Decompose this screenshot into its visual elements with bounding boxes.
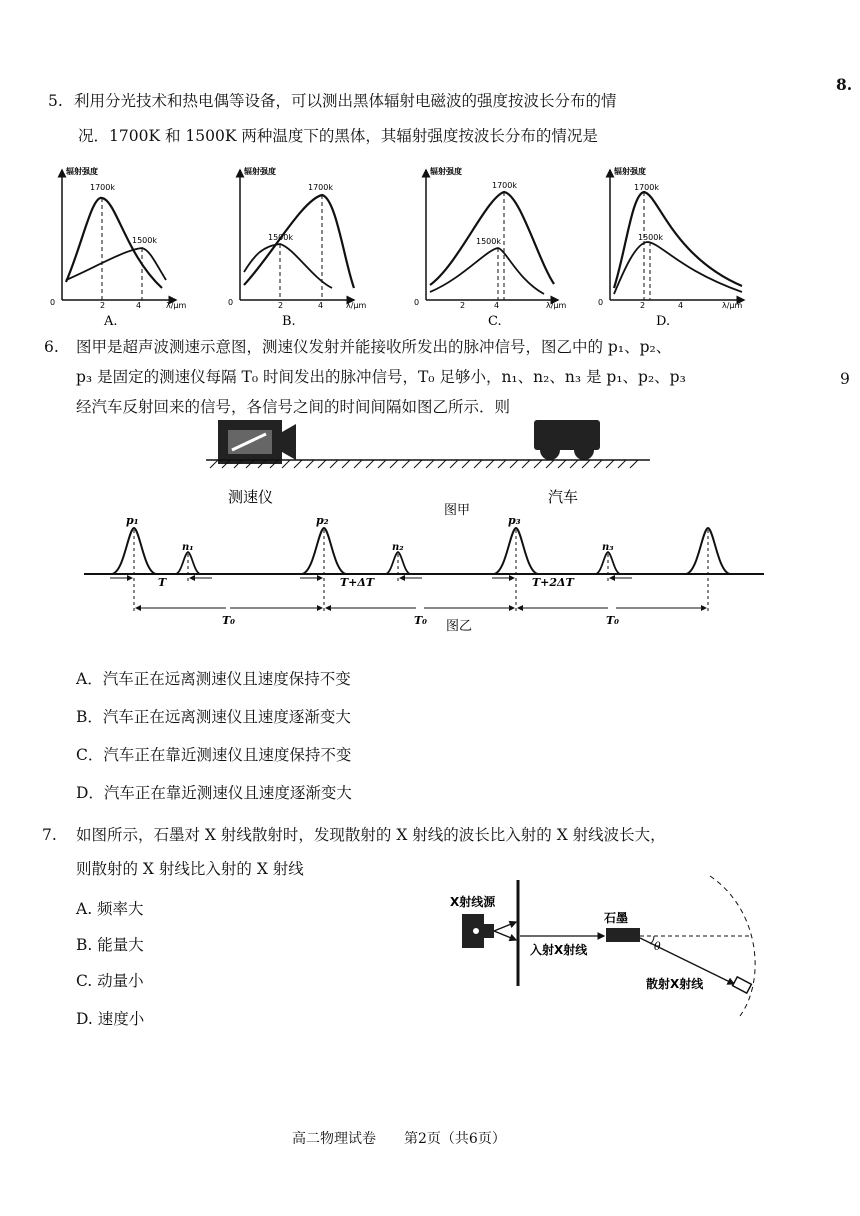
q7-option-a: A. 频率大 <box>76 900 144 918</box>
svg-text:n₁: n₁ <box>182 542 194 553</box>
svg-text:T₀: T₀ <box>414 614 428 627</box>
svg-text:T: T <box>158 576 167 589</box>
svg-text:2: 2 <box>460 301 466 310</box>
svg-text:0: 0 <box>228 298 234 307</box>
q6-option-c: C．汽车正在靠近测速仪且速度保持不变 <box>76 746 352 764</box>
svg-text:1700k: 1700k <box>492 181 517 190</box>
q6-text-line1: 图甲是超声波测速示意图，测速仪发射并能接收所发出的脉冲信号，图乙中的 p₁、p₂、 <box>76 338 672 356</box>
car-label: 汽车 <box>548 488 579 506</box>
fig-yi-caption: 图乙 <box>446 619 473 634</box>
graphite-block <box>606 928 640 942</box>
svg-text:1500k: 1500k <box>476 237 501 246</box>
svg-text:n₃: n₃ <box>602 542 614 553</box>
svg-text:辐射强度: 辐射强度 <box>430 167 462 176</box>
svg-text:n₂: n₂ <box>392 542 404 553</box>
figure-jia <box>200 410 660 520</box>
q6-option-b: B．汽车正在远离测速仪且速度逐渐变大 <box>76 708 351 726</box>
svg-text:0: 0 <box>50 298 56 307</box>
svg-text:2: 2 <box>100 301 106 310</box>
svg-text:4: 4 <box>318 301 324 310</box>
svg-text:T+ΔT: T+ΔT <box>340 576 375 589</box>
q7-text-line2: 则散射的 X 射线比入射的 X 射线 <box>76 860 304 878</box>
svg-text:1500k: 1500k <box>638 233 663 242</box>
graph-d <box>598 166 744 328</box>
graph-c <box>414 166 567 328</box>
q5-graphs <box>44 160 784 328</box>
graph-a-ylabel: 辐射强度 <box>66 167 98 176</box>
graph-c-letter: C. <box>488 314 502 328</box>
svg-text:1700k: 1700k <box>308 183 333 192</box>
svg-text:4: 4 <box>494 301 500 310</box>
q6-text-line3: 经汽车反射回来的信号，各信号之间的时间间隔如图乙所示．则 <box>76 398 511 416</box>
svg-text:辐射强度: 辐射强度 <box>614 167 646 176</box>
fig-jia-caption: 图甲 <box>444 503 471 518</box>
graph-a-letter: A. <box>104 314 118 328</box>
svg-text:0: 0 <box>414 298 420 307</box>
svg-text:λ/μm: λ/μm <box>346 301 367 310</box>
source-label: X射线源 <box>450 895 496 909</box>
speed-meter-icon <box>218 420 296 464</box>
graph-a <box>50 166 187 328</box>
svg-text:T+2ΔT: T+2ΔT <box>532 576 574 589</box>
q7-option-c: C. 动量小 <box>76 972 144 990</box>
q7-option-d: D. 速度小 <box>76 1010 145 1028</box>
q7-figure <box>440 870 770 1020</box>
svg-text:1700k: 1700k <box>634 183 659 192</box>
svg-text:T₀: T₀ <box>606 614 620 627</box>
svg-text:p₂: p₂ <box>316 514 329 527</box>
svg-text:4: 4 <box>136 301 142 310</box>
q7-number: 7. <box>42 826 57 844</box>
graph-b-letter: B. <box>282 314 296 328</box>
graph-a-cool: 1500k <box>132 236 157 245</box>
svg-text:1500k: 1500k <box>268 233 293 242</box>
svg-text:θ: θ <box>654 940 661 953</box>
svg-text:λ/μm: λ/μm <box>546 301 567 310</box>
svg-text:p₃: p₃ <box>508 514 521 527</box>
svg-text:4: 4 <box>678 301 684 310</box>
scattered-label: 散射X射线 <box>646 977 704 991</box>
page-footer: 高二物理试卷 第2页（共6页） <box>292 1131 506 1147</box>
q5-number: 5. <box>48 92 63 110</box>
graphite-label: 石墨 <box>604 911 629 925</box>
q5-text-line2: 况．1700K 和 1500K 两种温度下的黑体，其辐射强度按波长分布的情况是 <box>78 127 598 145</box>
svg-text:2: 2 <box>278 301 284 310</box>
svg-text:p₁: p₁ <box>126 514 139 527</box>
margin-mark-mid: 9 <box>840 370 850 388</box>
q7-text-line1: 如图所示，石墨对 X 射线散射时，发现散射的 X 射线的波长比入射的 X 射线波长大， <box>76 826 666 844</box>
graph-b <box>228 166 367 328</box>
q6-number: 6. <box>44 338 59 356</box>
svg-text:2: 2 <box>640 301 646 310</box>
graph-d-letter: D. <box>656 314 671 328</box>
graph-a-hot: 1700k <box>90 183 115 192</box>
device-label: 测速仪 <box>228 488 274 506</box>
svg-text:T₀: T₀ <box>222 614 236 627</box>
q7-option-b: B. 能量大 <box>76 936 144 954</box>
xray-source-icon <box>462 914 494 948</box>
q6-option-d: D．汽车正在靠近测速仪且速度逐渐变大 <box>76 784 352 802</box>
svg-text:λ/μm: λ/μm <box>166 301 187 310</box>
svg-text:λ/μm: λ/μm <box>722 301 743 310</box>
q5-text-line1: 利用分光技术和热电偶等设备，可以测出黑体辐射电磁波的强度按波长分布的情 <box>74 92 617 110</box>
q6-option-a: A．汽车正在远离测速仪且速度保持不变 <box>76 670 351 688</box>
svg-text:辐射强度: 辐射强度 <box>244 167 276 176</box>
detector-icon <box>733 977 752 993</box>
incident-label: 入射X射线 <box>530 943 588 957</box>
margin-mark-top: 8. <box>836 75 853 94</box>
svg-text:0: 0 <box>598 298 604 307</box>
figure-yi <box>80 510 770 642</box>
q6-text-line2: p₃ 是固定的测速仪每隔 T₀ 时间发出的脉冲信号，T₀ 足够小，n₁、n₂、n₃ 是 p₁、p₂、p₃ <box>76 368 686 386</box>
car-icon <box>534 420 600 460</box>
